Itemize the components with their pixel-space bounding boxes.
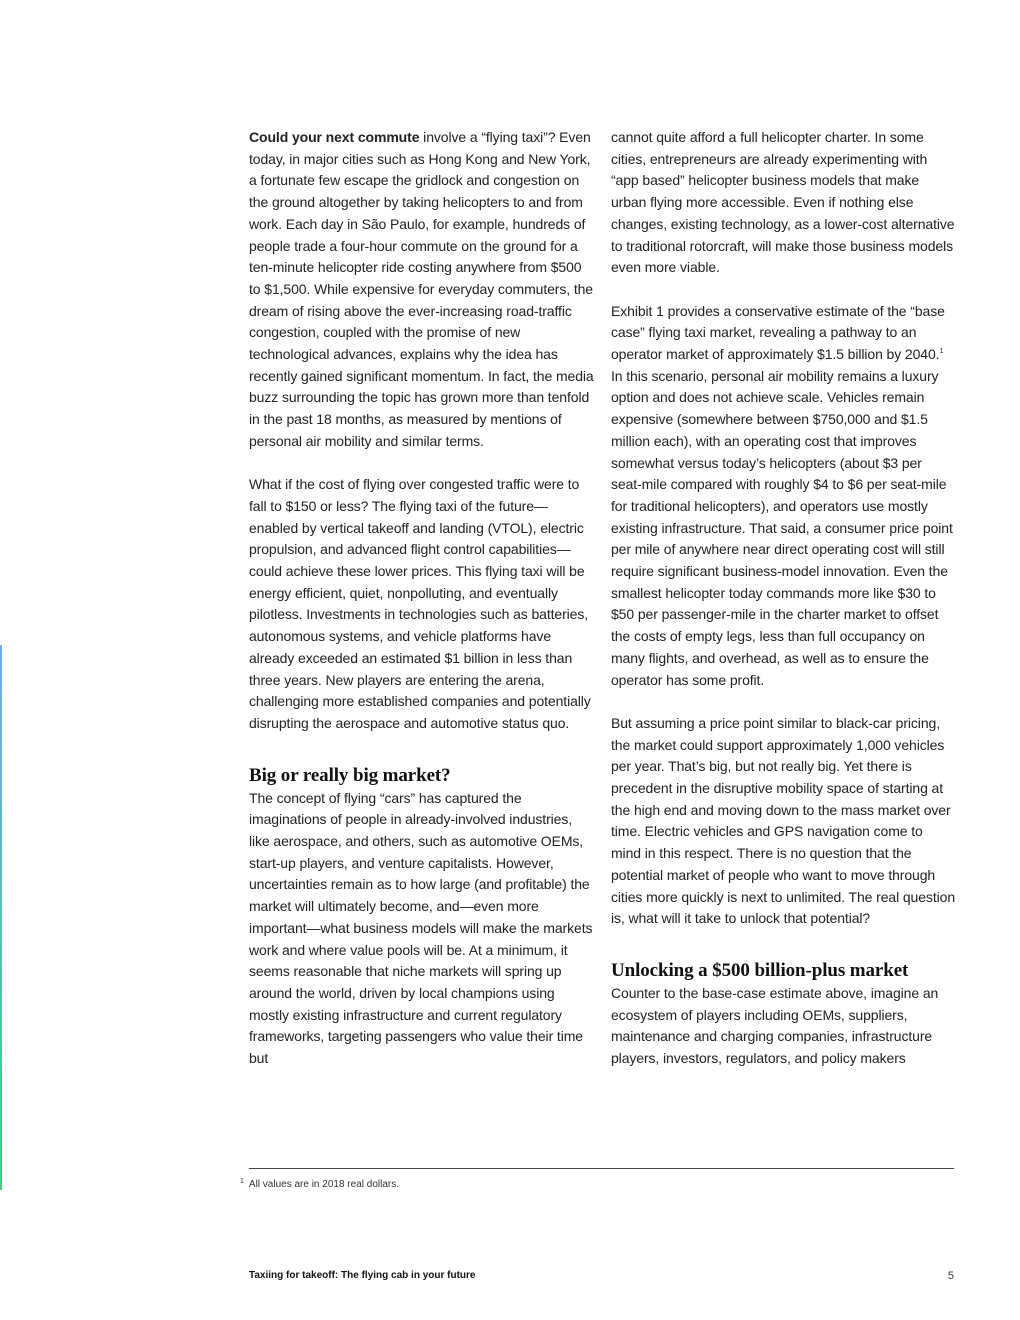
footnote-divider: [249, 1168, 954, 1169]
page-edge-accent-bar: [0, 645, 2, 1190]
footnote-marker: 1: [240, 1178, 244, 1185]
intro-lead-text: Could your next commute: [249, 129, 420, 145]
exhibit-text-end: In this scenario, personal air mobility remains a luxury option and does not achieve scale. Vehicles remain expensive (somewhere between $750,000 and $1.5 million each), with an operating cost that improves somewhat versus today’s helicopters (about $3 per seat-mile compared with roughly $4 to $6 per seat-mile for traditional helicopters), and operators use mostly existing infrastructure. That said, a consumer price point per mile of anywhere near direct operating cost will still require significant business-model innovation. Even the smallest helicopter today commands more like $30 to $50 per passenger-mile in the charter market to offset the costs of empty legs, less than full occupancy on many flights, and overhead, as well as to ensure the operator has some profit.: [611, 367, 953, 688]
footnote-text: All values are in 2018 real dollars.: [248, 1179, 399, 1190]
big-market-paragraph: The concept of flying “cars” has captured the imaginations of people in already-involved industries, like aerospace, and others, such as automotive OEMs, start-up players, and venture capitalists. However, uncertainties remain as to how large (and profitable) the market will ultimately become, and—even more important—what business models will make the markets work and where value pools will be. At a minimum, it seems reasonable that niche markets will spring up around the world, driven by local champions using mostly existing infrastructure and current regulatory frameworks, targeting passengers who value their time but: [249, 789, 593, 1067]
left-column: [249, 127, 594, 1092]
intro-paragraph: [249, 127, 594, 453]
footnote: [240, 1175, 399, 1192]
intro-body-text: involve a “flying taxi”? Even today, in major cities such as Hong Kong and New York, a fortunate few escape the gridlock and congestion on the ground altogether by taking helicopters to and from work. Each day in São Paulo, for example, hundreds of people trade a four-hour commute on the ground for a ten-minute helicopter ride costing anywhere from $500 to $1,500. While expensive for everyday commuters, the dream of rising above the ever-increasing road-traffic congestion, coupled with the promise of new technological advances, explains why the idea has recently gained significant momentum. In fact, the media buzz surrounding the topic has grown more than tenfold in the past 18 months, as measured by mentions of personal air mobility and similar terms.: [249, 129, 594, 449]
right-column: [611, 127, 956, 1091]
footnote-reference[interactable]: 1: [939, 348, 944, 356]
running-footer-title: Taxiing for takeoff: The flying cab in your future: [249, 1270, 476, 1281]
page-number: 5: [947, 1270, 954, 1282]
section-heading-big-market: Big or really big market?: [249, 764, 451, 786]
cost-paragraph: What if the cost of flying over congested traffic were to fall to $150 or less? The flying taxi of the future—enabled by vertical takeoff and landing (VTOL), electric propulsion, and advanced flight control capabilities—could achieve these lower prices. This flying taxi will be energy efficient, quiet, nonpolluting, and eventually pilotless. Investments in technologies such as batteries, autonomous systems, and vehicle platforms have already exceeded an estimated $1 billion in less than three years. New players are entering the arena, challenging more established companies and potentially disrupting the aerospace and automotive status quo.: [249, 476, 591, 731]
ecosystem-paragraph: Counter to the base-case estimate above, imagine an ecosystem of players including OEMs, suppliers, maintenance and charging companies, infrastructure players, investors, regulators, and policy makers: [611, 984, 939, 1067]
exhibit-text-start: Exhibit 1 provides a conservative estimate of the “base case” flying taxi market, revealing a pathway to an operator market of approximately $1.5 billion by 2040.: [611, 302, 945, 363]
niche-market-paragraph: cannot quite afford a full helicopter charter. In some cities, entrepreneurs are already experimenting with “app based” helicopter business models that make urban flying more accessible. Even if nothing else changes, existing technology, as a lower-cost alternative to traditional rotorcraft, will make those business models even more viable.: [611, 129, 955, 276]
price-point-paragraph: But assuming a price point similar to black-car pricing, the market could support approximately 1,000 vehicles per year. That’s big, but not really big. Yet there is precedent in the disruptive mobility space of starting at the high end and moving down to the mass market over time. Electric vehicles and GPS navigation come to mind in this respect. There is no question that the potential market of people who want to move through cities more quickly is next to unlimited. The real question is, what will it take to unlock that potential?: [611, 714, 956, 927]
exhibit-paragraph: [611, 301, 956, 692]
section-heading-unlocking-market: Unlocking a $500 billion-plus market: [611, 959, 909, 981]
